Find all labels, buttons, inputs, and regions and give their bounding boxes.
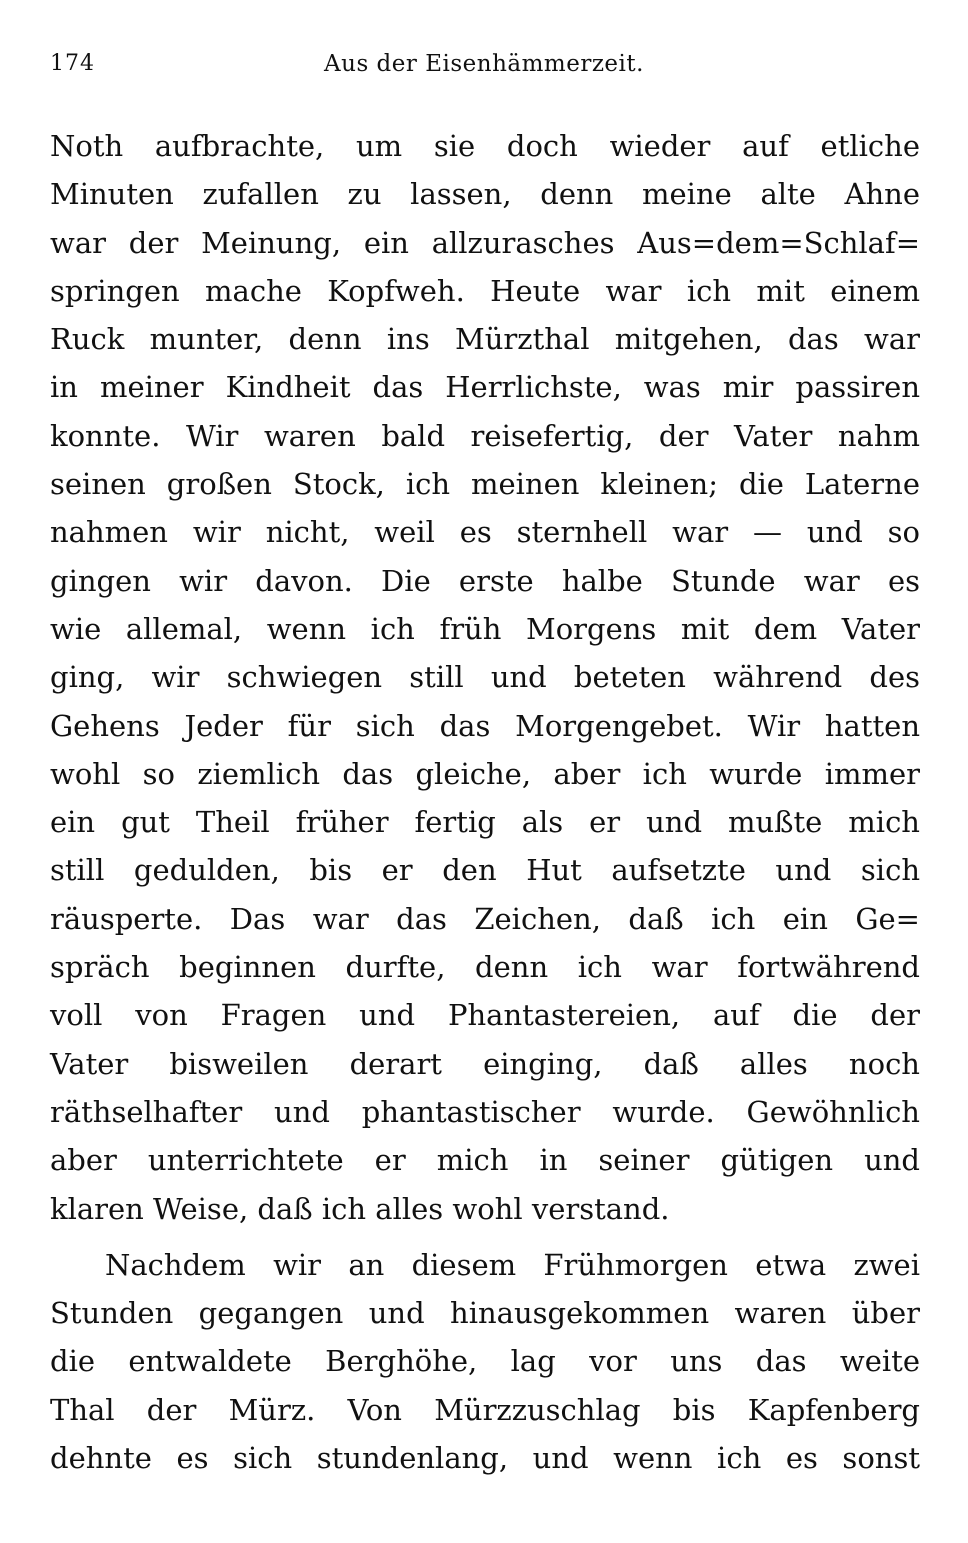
text-line: räusperte. Das war das Zeichen, daß ich ein Ge= [50,901,920,936]
text-line: ein gut Theil früher fertig als er und mußte mich [50,805,920,840]
text-line: Minuten zufallen zu lassen, denn meine alte Ahne [50,177,920,212]
running-head [50,44,918,84]
page-number: 174 [50,51,95,76]
text-line: konnte. Wir waren bald reisefertig, der Vater nahm [50,418,920,453]
text-line: springen mache Kopfweh. Heute war ich mit einem [50,273,920,308]
text-line: dehnte es sich stundenlang, und wenn ich es sonst [50,1441,920,1476]
text-line: Thal der Mürz. Von Mürzzuschlag bis Kapfenberg [50,1392,920,1427]
text-line: Noth aufbrachte, um sie doch wieder auf etliche [50,129,920,163]
text-line: Vater bisweilen derart einging, daß alles noch [50,1046,920,1081]
body-text [50,122,920,1482]
text-line: wie allemal, wenn ich früh Morgens mit dem Vater [50,611,920,646]
text-line: seinen großen Stock, ich meinen kleinen; die Laterne [50,467,920,502]
text-line: in meiner Kindheit das Herrlichste, was mir passiren [50,370,920,405]
text-line: aber unterrichtete er mich in seiner gütigen und [50,1143,920,1178]
paragraph-gap [50,1233,920,1241]
text-line: wohl so ziemlich das gleiche, aber ich wurde immer [50,756,920,791]
text-line: ging, wir schwiegen still und beteten während des [50,660,920,695]
text-line: räthselhafter und phantastischer wurde. Gewöhnlich [50,1094,920,1129]
text-line: die entwaldete Berghöhe, lag vor uns das weite [50,1344,920,1379]
paragraph-2 [50,1241,920,1482]
text-line: still gedulden, bis er den Hut aufsetzte und sich [50,853,920,888]
text-line: Gehens Jeder für sich das Morgengebet. Wir hatten [50,708,920,743]
text-line: voll von Fragen und Phantastereien, auf die der [50,998,920,1033]
text-line: gingen wir davon. Die erste halbe Stunde war es [50,563,920,598]
running-title: Aus der Eisenhämmerzeit. [324,51,644,77]
text-line: Stunden gegangen und hinausgekommen waren über [50,1296,920,1331]
text-line: spräch beginnen durfte, denn ich war fortwährend [50,950,920,985]
text-line: nahmen wir nicht, weil es sternhell war — und so [50,515,920,550]
text-line: klaren Weise, daß ich alles wohl verstand. [50,1191,670,1226]
text-line: war der Meinung, ein allzurasches Aus=dem=Schlaf= [50,225,920,260]
text-line: Ruck munter, denn ins Mürzthal mitgehen, das war [50,322,920,357]
text-line: Nachdem wir an diesem Frühmorgen etwa zwei [105,1247,920,1282]
paragraph-1 [50,122,920,1233]
